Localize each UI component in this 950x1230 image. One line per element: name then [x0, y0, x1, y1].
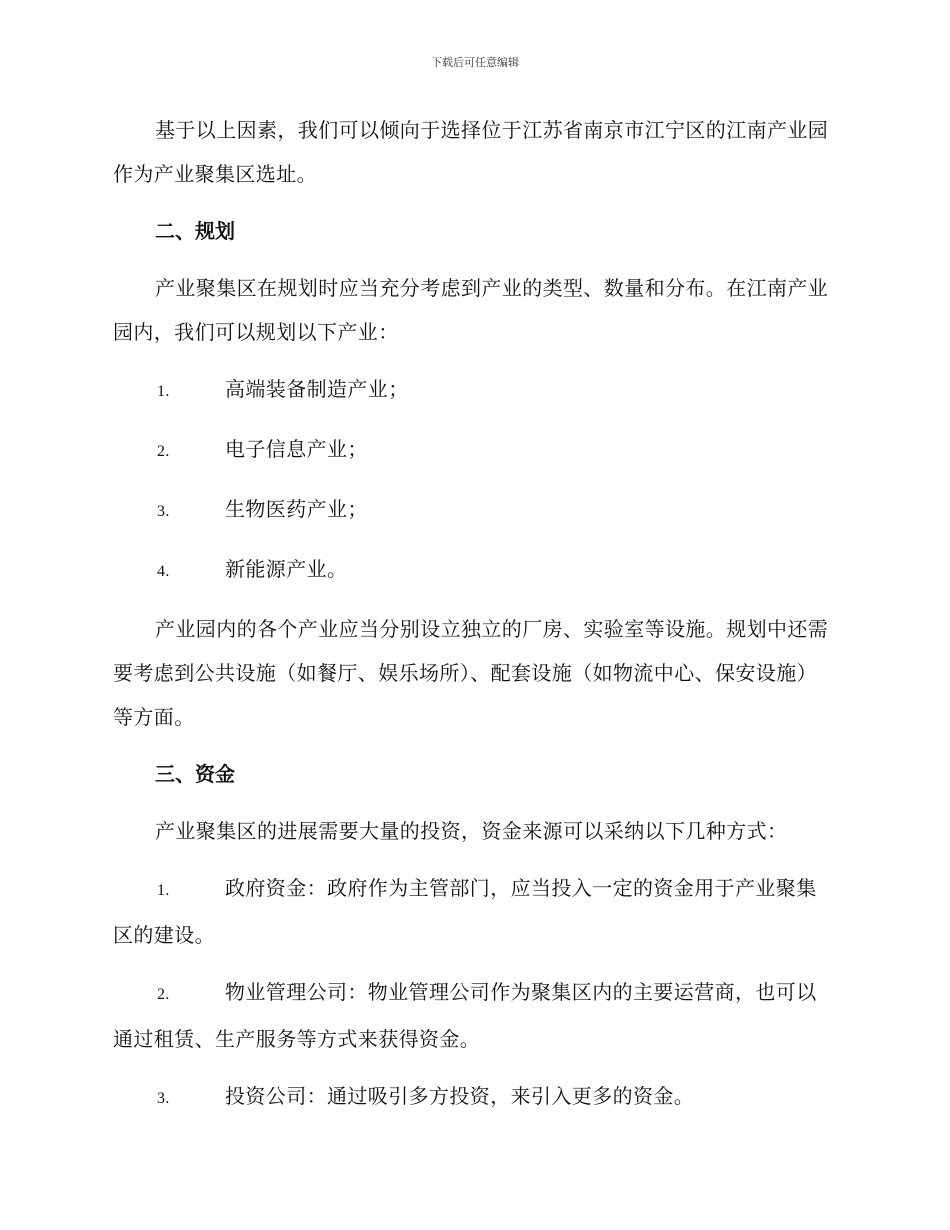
document-body	[113, 108, 833, 1134]
list-number: 1.	[157, 383, 170, 400]
list-item	[113, 547, 833, 594]
list-number: 2.	[157, 986, 170, 1003]
paragraph-planning-intro: 产业聚集区在规划时应当充分考虑到产业的类型、数量和分布。在江南产业园内，我们可以规划以下产业：	[113, 276, 829, 344]
paragraph-facilities: 产业园内的各个产业应当分别设立独立的厂房、实验室等设施。规划中还需要考虑到公共设施（如餐厅、娱乐场所）、配套设施（如物流中心、保安设施）等方面。	[113, 617, 829, 729]
list-text: 新能源产业。	[225, 557, 348, 581]
list-item	[113, 427, 833, 474]
list-number: 2.	[157, 443, 170, 460]
list-text: 政府资金：政府作为主管部门，应当投入一定的资金用于产业聚集区的建设。	[113, 876, 817, 947]
list-text: 投资公司：通过吸引多方投资，来引入更多的资金。	[225, 1084, 695, 1108]
list-item	[113, 487, 833, 534]
list-item	[113, 866, 833, 957]
list-item	[113, 970, 833, 1061]
paragraph-site-selection: 基于以上因素，我们可以倾向于选择位于江苏省南京市江宁区的江南产业园作为产业聚集区选址。	[113, 118, 829, 186]
list-number: 4.	[157, 563, 170, 580]
list-item	[113, 367, 833, 414]
heading-planning: 二、规划	[155, 219, 235, 243]
list-text: 物业管理公司：物业管理公司作为聚集区内的主要运营商，也可以通过租赁、生产服务等方式来获得资金。	[113, 980, 817, 1051]
list-text: 电子信息产业；	[225, 437, 368, 461]
list-text: 高端装备制造产业；	[225, 377, 409, 401]
list-number: 1.	[157, 882, 170, 899]
page-header: 下载后可任意编辑	[431, 56, 519, 69]
heading-funding: 三、资金	[155, 762, 235, 786]
list-number: 3.	[157, 503, 170, 520]
paragraph-funding-intro: 产业聚集区的进展需要大量的投资，资金来源可以采纳以下几种方式：	[155, 819, 788, 843]
list-number: 3.	[157, 1090, 170, 1107]
list-item	[113, 1074, 833, 1121]
list-text: 生物医药产业；	[225, 497, 368, 521]
